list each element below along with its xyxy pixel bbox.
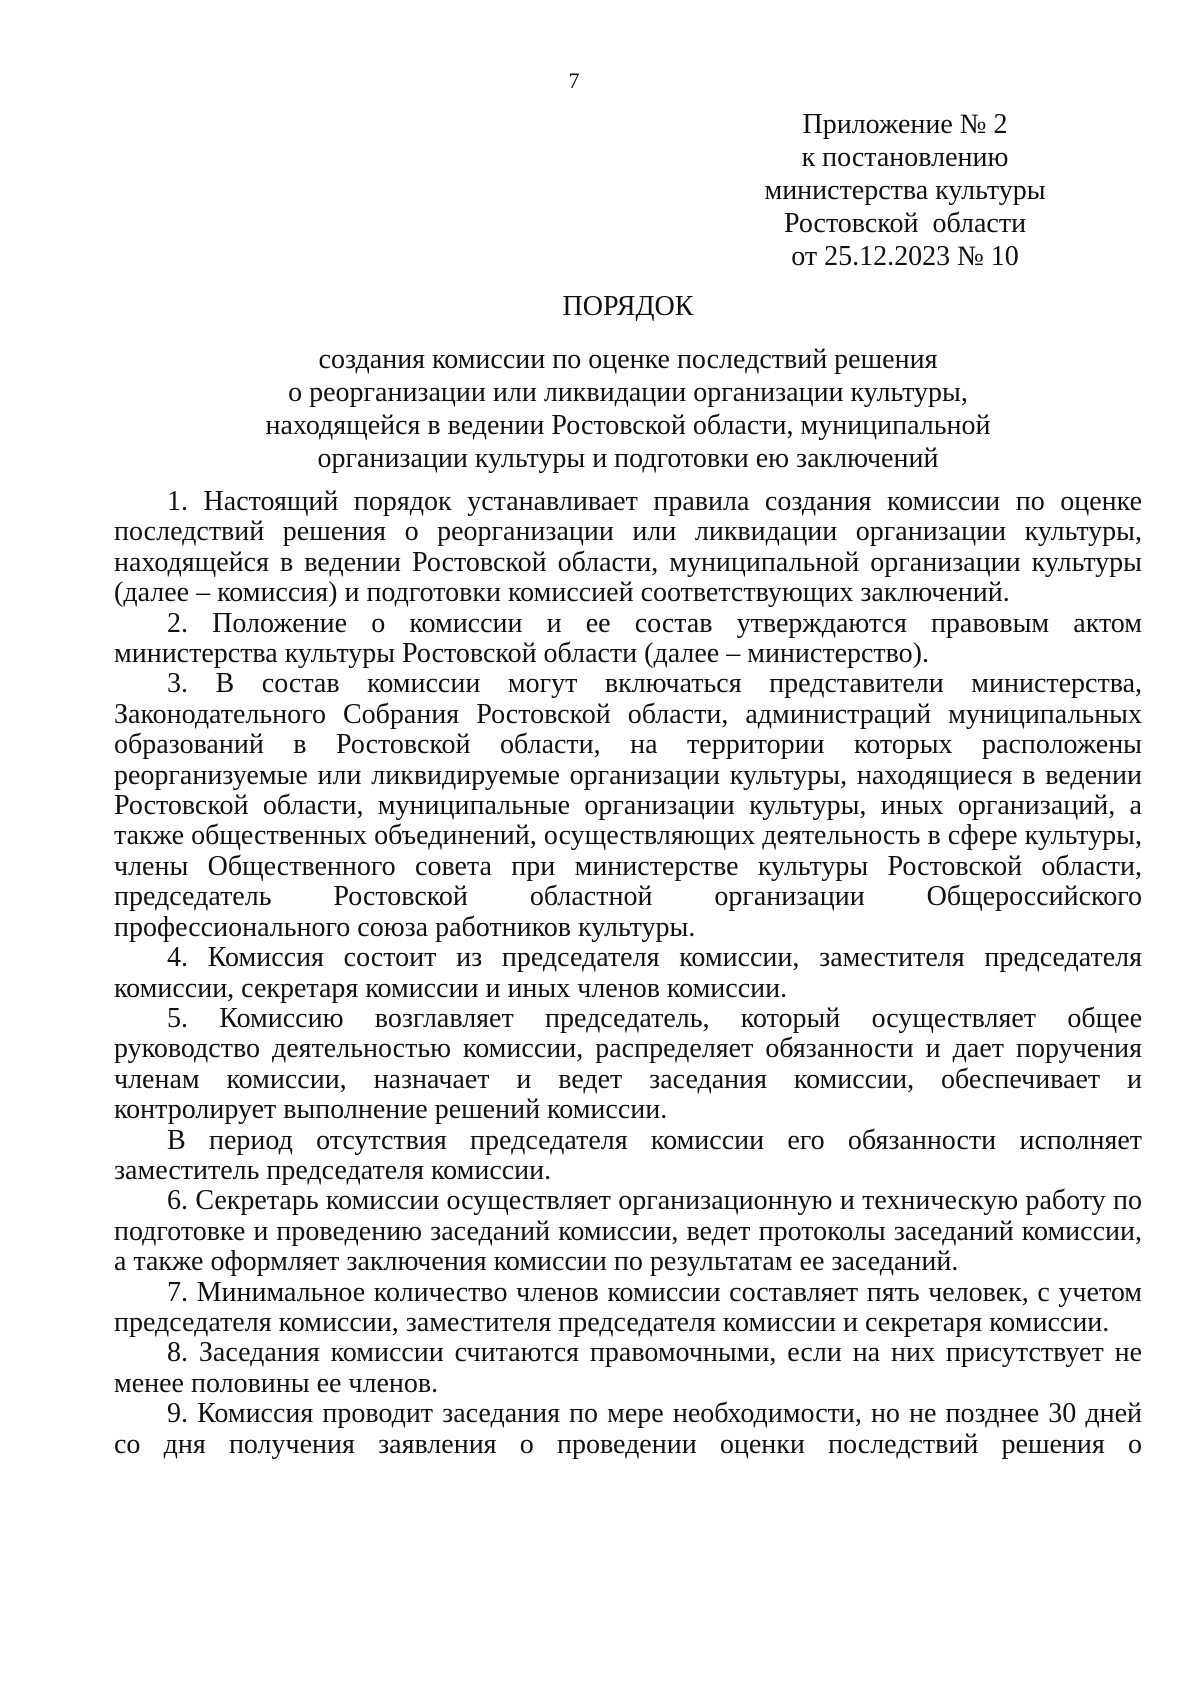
paragraph-6: 6. Секретарь комиссии осуществляет организационную и техническую работу по подготовке и проведению заседаний комиссии, ведет протоколы заседаний комиссии, а также оформляет заключения комиссии по результатам ее заседаний. <box>114 1185 1142 1278</box>
subtitle-line: организации культуры и подготовки ею заключений <box>317 443 939 474</box>
paragraph-1: 1. Настоящий порядок устанавливает правила создания комиссии по оценке последствий решения о реорганизации или ликвидации организации культуры, находящейся в ведении Ростовской области, муниципальной организации культуры (далее – комиссия) и подготовки комиссией соответствующих заключений. <box>114 486 1142 609</box>
subtitle-line: создания комиссии по оценке последствий решения <box>318 344 938 375</box>
paragraph-7: 7. Минимальное количество членов комиссии составляет пять человек, с учетом председателя комиссии, заместителя председателя комиссии и секретаря комиссии. <box>114 1276 1142 1338</box>
document-title: ПОРЯДОК <box>562 291 694 322</box>
appendix-line: от 25.12.2023 № 10 <box>791 241 1019 272</box>
paragraph-9: 9. Комиссия проводит заседания по мере необходимости, но не позднее 30 дней со дня получения заявления о проведении оценки последствий решения о <box>114 1398 1142 1460</box>
page-number: 7 <box>568 68 580 93</box>
appendix-line: Приложение № 2 <box>802 109 1008 140</box>
appendix-line: Ростовской области <box>783 208 1027 239</box>
subtitle-line: о реорганизации или ликвидации организации культуры, <box>288 377 968 408</box>
document-subtitle <box>114 343 1142 475</box>
appendix-block <box>735 108 1075 273</box>
paragraph-3: 3. В состав комиссии могут включаться представители министерства, Законодательного Собрания Ростовской области, администраций муниципальных образований в Ростовской области, на территории которых расположены реорганизуемые или ликвидируемые организации культуры, находящиеся в ведении Ростовской области, муниципальные организации культуры, иных организаций, а также общественных объединений, осуществляющих деятельность в сфере культуры, члены Общественного совета при министерстве культуры Ростовской области, председатель Ростовской областной организации Общероссийского профессионального союза работников культуры. <box>114 668 1142 943</box>
paragraph-2: 2. Положение о комиссии и ее состав утверждаются правовым актом министерства культуры Ростовской области (далее – министерство). <box>114 607 1142 670</box>
appendix-line: к постановлению <box>801 142 1009 173</box>
paragraph-5: 5. Комиссию возглавляет председатель, который осуществляет общее руководство деятельностью комиссии, распределяет обязанности и дает поручения членам комиссии, назначает и ведет заседания комиссии, обеспечивает и контролирует выполнение решений комиссии. <box>114 1002 1142 1126</box>
appendix-line: министерства культуры <box>764 175 1046 206</box>
subtitle-line: находящейся в ведении Ростовской области, муниципальной <box>265 410 991 441</box>
paragraph-4: 4. Комиссия состоит из председателя комиссии, заместителя председателя комиссии, секретаря комиссии и иных членов комиссии. <box>114 942 1142 1004</box>
document-body <box>114 487 1142 1460</box>
paragraph-8: 8. Заседания комиссии считаются правомочными, если на них присутствует не менее половины ее членов. <box>114 1337 1142 1399</box>
paragraph-5-continued: В период отсутствия председателя комиссии его обязанности исполняет заместитель председателя комиссии. <box>114 1124 1142 1186</box>
